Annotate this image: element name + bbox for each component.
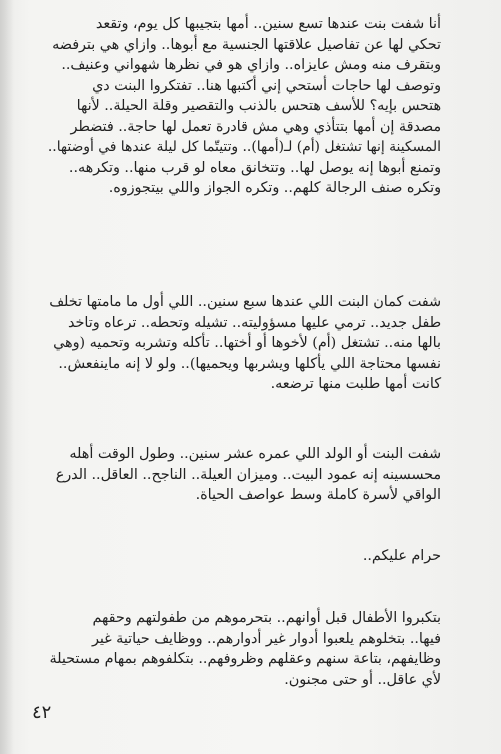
- paragraph-2: [43, 292, 441, 395]
- page-gutter-shadow: [0, 0, 14, 754]
- paragraph-4: [43, 546, 441, 567]
- text-line: أنا شفت بنت عندها تسع سنين.. أمها بتجيبها كل يوم، وتقعد: [95, 16, 441, 32]
- text-line: الواقي لأسرة كاملة وسط عواصف الحياة.: [195, 487, 441, 503]
- text-line: هتحس بإيه؟ للأسف هتحس بالذنب والتقصير وقلة الحيلة.. لأنها: [76, 98, 441, 114]
- text-line: شفت البنت أو الولد اللي عمره عشر سنين.. وطول الوقت أهله: [69, 446, 441, 462]
- text-line: بتكبروا الأطفال قبل أوانهم.. بتحرموهم من طفولتهم وحقهم: [92, 610, 441, 626]
- text-line: وظايفهم، بتاعة سنهم وعقلهم وظروفهم.. بتكلفوهم بمهام مستحيلة: [49, 651, 441, 667]
- text-line: وتمنع أبوها إنه يوصل لها.. وتتخانق معاه لو قرب منها.. وتكرهه..: [68, 159, 441, 176]
- text-line: وتوصف لها حاجات أستحي إني أكتبها هنا.. تفتكروا البنت دي: [92, 77, 441, 94]
- text-line: شفت كمان البنت اللي عندها سبع سنين.. اللي أول ما مامتها تخلف: [49, 294, 441, 310]
- text-line: كانت أمها طلبت منها ترضعه.: [270, 376, 441, 392]
- text-line: محسسينه إنه عمود البيت.. وميزان العيلة.. الناجح.. العاقل.. الدرع: [55, 466, 441, 483]
- text-line: المسكينة إنها تشتغل (أم) لـ(أمها).. وتتيتّما كل ليلة عندها في أوضتها..: [47, 139, 441, 155]
- text-line: نفسها محتاجة اللي يأكلها ويشربها ويحميها).. ولو لا إنه ماينفعش..: [58, 355, 441, 372]
- text-line: مصدقة إن أمها بتتأذي وهي مش قادرة تعمل لها حاجة.. فتضطر: [70, 118, 441, 135]
- text-line: طفل جديد.. ترمي عليها مسؤوليته.. تشيله وتحطه.. ترعاه وتاخد: [68, 314, 441, 331]
- text-line: وتكره صنف الرجالة كلهم.. وتكره الجواز واللي بيتجوزوه.: [108, 180, 441, 196]
- paragraph-1: [43, 14, 441, 199]
- paragraph-5: [43, 608, 441, 690]
- text-line: وبتقرف منه ومش عايزاه.. وازاي هو في نظرها شهواني وعنيف..: [61, 57, 441, 73]
- text-line: فيها.. بتخلوهم يلعبوا أدوار غير أدوارهم.. ووظايف حياتية غير: [91, 630, 441, 647]
- page-number: ٤٢: [32, 702, 52, 723]
- text-line: تحكي لها عن تفاصيل علاقتها الجنسية مع أبوها.. وازاي هي بترفضه: [52, 36, 441, 53]
- paragraph-3: [43, 444, 441, 506]
- text-line: حرام عليكم..: [362, 548, 441, 564]
- text-line: لأي عاقل.. أو حتى مجنون.: [284, 671, 441, 688]
- text-line: بالها منه.. تشتغل (أم) لأخوها أو أختها.. تأكله وتشربه وتحميه (وهي: [53, 335, 441, 351]
